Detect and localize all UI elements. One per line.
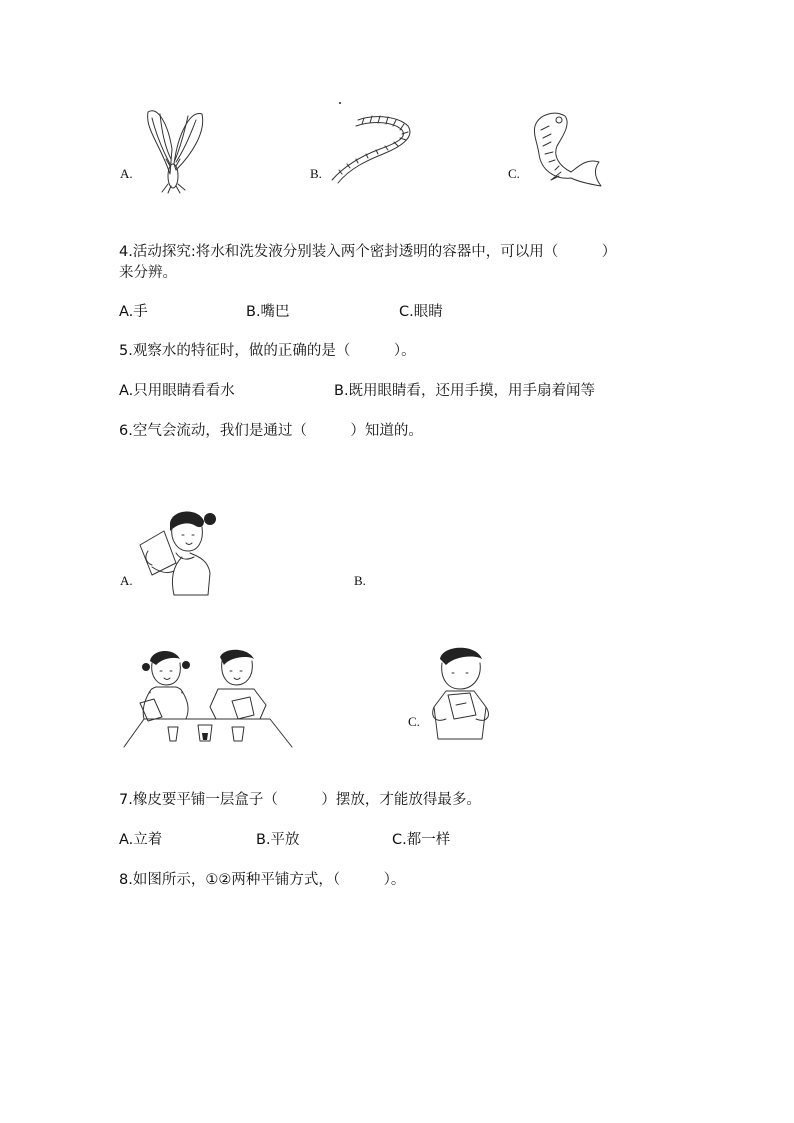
q3-option-c-label: C.	[508, 166, 520, 181]
q7-option-a: A.立着	[119, 832, 163, 848]
q7-option-b: B.平放	[256, 832, 300, 848]
q4-option-c: C.眼睛	[399, 304, 443, 320]
q3-option-a-label: A.	[120, 166, 133, 181]
q5-option-a: A.只用眼睛看看水	[119, 383, 235, 399]
boy-smelling-bag-icon	[426, 643, 496, 743]
butterfly-icon	[140, 104, 210, 194]
earthworm-icon	[328, 98, 418, 188]
girl-smelling-bag-icon	[134, 505, 224, 600]
fish-icon	[525, 106, 605, 191]
q3-option-b-label: B.	[310, 166, 322, 181]
q4-option-b: B.嘴巴	[246, 304, 290, 320]
question-6-text: 6.空气会流动，我们是通过（ ）知道的。	[119, 423, 423, 439]
q6-option-a-label: A.	[120, 573, 133, 588]
question-5-text: 5.观察水的特征时，做的正确的是（ ）。	[119, 343, 416, 359]
two-children-pouring-water-icon	[120, 645, 295, 750]
q7-option-c: C.都一样	[392, 832, 451, 848]
question-4-text: 4.活动探究:将水和洗发液分别装入两个密封透明的容器中，可以用（ ）	[119, 244, 617, 260]
q6-option-b-label: B.	[354, 573, 366, 588]
q4-option-a: A.手	[119, 304, 148, 320]
question-7-text: 7.橡皮要平铺一层盒子（ ）摆放，才能放得最多。	[119, 792, 481, 808]
question-8-text: 8.如图所示，①②两种平铺方式，（ ）。	[119, 872, 406, 888]
q5-option-b: B.既用眼睛看，还用手摸，用手扇着闻等	[334, 383, 596, 399]
q6-option-c-label: C.	[408, 714, 420, 729]
question-4-text-continued: 来分辨。	[119, 265, 177, 281]
